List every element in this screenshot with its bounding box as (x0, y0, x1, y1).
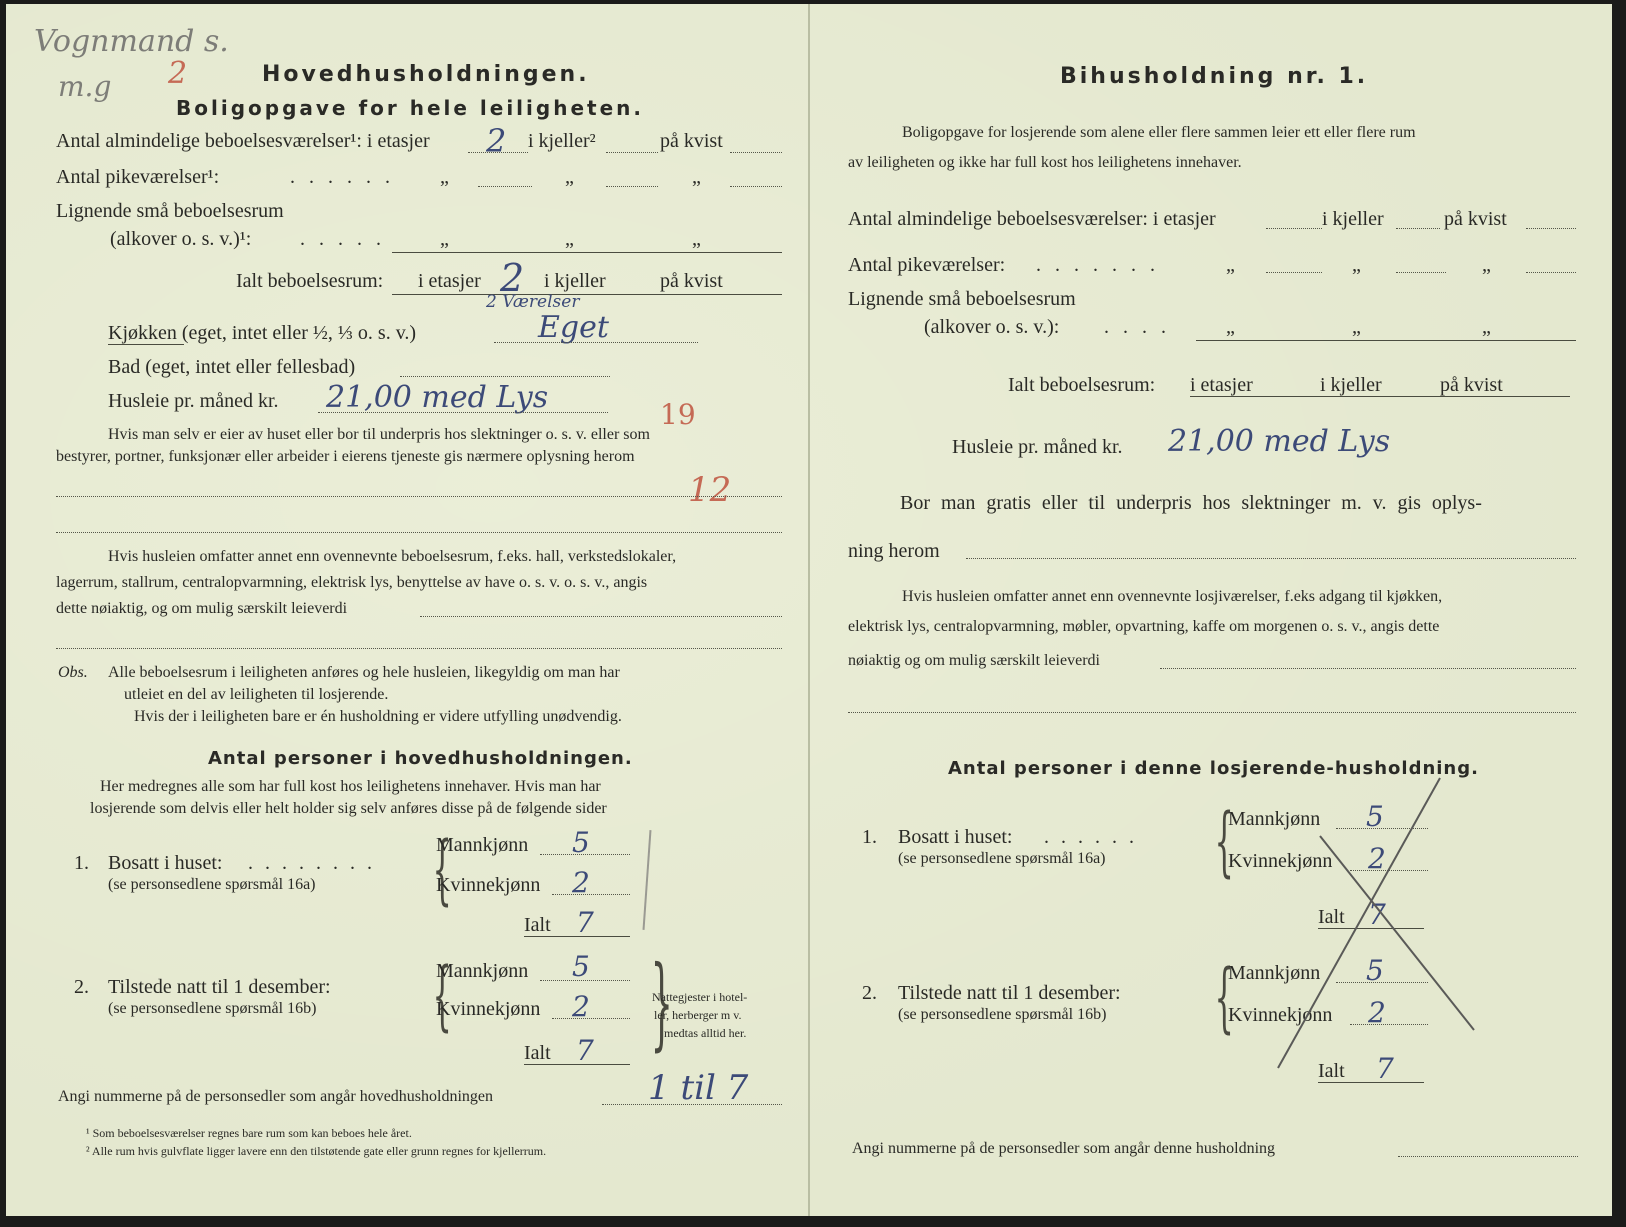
right-row3-label-b: (alkover o. s. v.): (924, 316, 1060, 338)
left-angi-value: 1 til 7 (648, 1068, 749, 1108)
left-row4-etasjer: i etasjer (418, 270, 481, 292)
margin-note-occupation: Vognmand s. (34, 24, 229, 59)
left-row4-value: 2 (500, 256, 525, 300)
left-q1-mann-value: 5 (572, 826, 590, 859)
left-persons-title: Antal personer i hovedhusholdningen. (208, 748, 633, 769)
left-obs-2: utleiet en del av leiligheten til losjerende. (124, 686, 389, 703)
left-omfatter-3: dette nøiaktig, og om mulig særskilt leieverdi (56, 600, 348, 617)
right-q2-sub: (se personsedlene spørsmål 16b) (898, 1006, 1107, 1023)
right-q1-kvinne-value: 2 (1368, 842, 1386, 875)
right-row3-leader: .... (1104, 316, 1180, 338)
left-nattegjester-3: medtas alltid her. (664, 1026, 747, 1040)
left-q1-kvinne-label: Kvinnekjønn (436, 874, 541, 896)
right-q2-mann-label: Mannkjønn (1228, 962, 1321, 984)
right-row1-kvist: på kvist (1444, 208, 1507, 230)
right-q2-num: 2. (862, 982, 877, 1004)
left-row2-ditto-3: „ (692, 166, 701, 188)
right-q2-kvinne-label: Kvinnekjønn (1228, 1004, 1333, 1026)
left-footnote-2: ² Alle rum hvis gulvflate ligger lavere enn den tilstøtende gate eller grunn regnes for kjellerrum. (86, 1144, 547, 1158)
left-q2-ialt-label: Ialt (524, 1042, 551, 1064)
right-row2-leader: ....... (1036, 254, 1169, 276)
right-row3-ditto-2: „ (1352, 316, 1361, 338)
right-omfatter-1: Hvis husleien omfatter annet enn ovennevnte losjiværelser, f.eks adgang til kjøkken, (902, 588, 1443, 605)
right-row4-kjeller: i kjeller (1320, 374, 1382, 396)
left-red-12: 12 (688, 470, 732, 510)
right-row4-label: Ialt beboelsesrum: (1008, 374, 1156, 396)
right-angi-label: Angi nummerne på de personsedler som angår denne husholdning (852, 1140, 1276, 1157)
left-bad-label: Bad (eget, intet eller fellesbad) (108, 356, 356, 378)
left-kjokken-value: Eget (538, 310, 609, 345)
left-row3-ditto-1: „ (440, 228, 449, 250)
left-row1-value: 2 (486, 122, 507, 160)
left-q2-kvinne-value: 2 (572, 990, 590, 1023)
right-q1-sub: (se personsedlene spørsmål 16a) (898, 850, 1106, 867)
right-q2-label: Tilstede natt til 1 desember: (898, 982, 1121, 1004)
left-row2-label: Antal pikeværelser¹: (56, 166, 220, 188)
right-title: Bihusholdning nr. 1. (1060, 64, 1369, 89)
right-q2-mann-value: 5 (1366, 954, 1384, 987)
left-row3-ditto-2: „ (565, 228, 574, 250)
left-row4-kjeller: i kjeller (544, 270, 606, 292)
right-q1-ialt-value: 7 (1368, 898, 1386, 931)
left-subtitle: Boligopgave for hele leiligheten. (176, 96, 644, 120)
left-q1-num: 1. (74, 852, 89, 874)
left-obs-3: Hvis der i leiligheten bare er én husholdning er videre utfylling unødvendig. (134, 708, 622, 725)
left-row3-leader: ..... (300, 228, 395, 250)
left-nattegjester-2: ler, herberger m v. (654, 1008, 742, 1022)
left-q1-kvinne-value: 2 (572, 866, 590, 899)
left-row4-label: Ialt beboelsesrum: (236, 270, 384, 292)
left-kjokken-note: 2 Værelser (486, 292, 580, 312)
left-q1-leader: ........ (248, 852, 384, 874)
left-omfatter-1: Hvis husleien omfatter annet enn ovennevnte beboelsesrum, f.eks. hall, verkstedslokaler, (108, 548, 677, 565)
left-omfatter-2: lagerrum, stallrum, centralopvarmning, elektrisk lys, benyttelse av have o. s. v. o. s. v., angis (56, 574, 648, 591)
right-husleie-label: Husleie pr. måned kr. (952, 436, 1123, 458)
left-persons-desc-1: Her medregnes alle som har full kost hos leilighetens innehaver. Hvis man har (100, 778, 601, 795)
left-row3-ditto-3: „ (692, 228, 701, 250)
right-q2-ialt-label: Ialt (1318, 1060, 1345, 1082)
right-row2-label: Antal pikeværelser: (848, 254, 1006, 276)
left-q1-label: Bosatt i huset: (108, 852, 223, 874)
left-husleie-value: 21,00 med Lys (326, 380, 549, 415)
right-q1-ialt-label: Ialt (1318, 906, 1345, 928)
right-q1-mann-value: 5 (1366, 800, 1384, 833)
right-gratis-1: Bor man gratis eller til underpris hos slektninger m. v. gis oplys- (900, 492, 1482, 514)
right-row4-kvist: på kvist (1440, 374, 1503, 396)
left-row2-ditto-2: „ (565, 166, 574, 188)
right-q1-mann-label: Mannkjønn (1228, 808, 1321, 830)
right-husleie-value: 21,00 med Lys (1168, 424, 1391, 459)
right-crossout-mark (1260, 760, 1500, 1080)
left-nattegjester-1: Nattegjester i hotel- (652, 990, 748, 1004)
right-row2-ditto-3: „ (1482, 254, 1491, 276)
right-row3-label-a: Lignende små beboelsesrum (848, 288, 1076, 310)
left-persons-desc-2: losjerende som delvis eller helt holder sig selv anføres disse på de følgende sider (90, 800, 607, 817)
left-husleie-label: Husleie pr. måned kr. (108, 390, 279, 412)
right-row2-ditto-2: „ (1352, 254, 1361, 276)
left-q2-brace: { (432, 950, 452, 1039)
right-q2-brace: { (1214, 952, 1234, 1041)
left-q2-kvinne-label: Kvinnekjønn (436, 998, 541, 1020)
right-omfatter-3: nøiaktig og om mulig særskilt leieverdi (848, 652, 1100, 669)
left-q2-num: 2. (74, 976, 89, 998)
left-eier-text-1: Hvis man selv er eier av huset eller bor til underpris hos slektninger o. s. v. eller som (108, 426, 650, 443)
left-row2-ditto-1: „ (440, 166, 449, 188)
left-footnote-1: ¹ Som beboelsesværelser regnes bare rum som kan beboes hele året. (86, 1126, 412, 1140)
left-q2-sub: (se personsedlene spørsmål 16b) (108, 1000, 317, 1017)
left-row3-label-b: (alkover o. s. v.)¹: (110, 228, 252, 250)
left-row1-kvist: på kvist (660, 130, 723, 152)
right-row2-ditto-1: „ (1226, 254, 1235, 276)
left-q2-label: Tilstede natt til 1 desember: (108, 976, 331, 998)
right-intro-2: av leiligheten og ikke har full kost hos leilighetens innehaver. (848, 154, 1242, 171)
margin-note-number: 2 (168, 56, 188, 91)
right-q1-leader: ...... (1044, 826, 1146, 848)
left-row4-kvist: på kvist (660, 270, 723, 292)
left-title: Hovedhusholdningen. (262, 62, 590, 87)
right-q2-kvinne-value: 2 (1368, 996, 1386, 1029)
right-q2-ialt-value: 7 (1376, 1052, 1394, 1085)
right-q1-num: 1. (862, 826, 877, 848)
right-row1-label: Antal almindelige beboelsesværelser: i etasjer (848, 208, 1216, 230)
left-row3-label-a: Lignende små beboelsesrum (56, 200, 284, 222)
right-row1-kjeller: i kjeller (1322, 208, 1384, 230)
margin-note-mg: m.g (58, 70, 112, 103)
left-q2-ialt-value: 7 (576, 1034, 594, 1067)
left-obs-label: Obs. (58, 664, 88, 681)
left-red-19: 19 (660, 398, 696, 431)
left-eier-text-2: bestyrer, portner, funksjonær eller arbeider i eierens tjeneste gis nærmere oplysning herom (56, 448, 635, 465)
left-row1-label: Antal almindelige beboelsesværelser¹: i etasjer (56, 130, 430, 152)
right-persons-title: Antal personer i denne losjerende-husholdning. (948, 758, 1479, 779)
left-row2-leader: ...... (290, 166, 404, 188)
right-row4-etasjer: i etasjer (1190, 374, 1253, 396)
left-obs-1: Alle beboelsesrum i leiligheten anføres og hele husleien, likegyldig om man har (108, 664, 620, 681)
right-omfatter-2: elektrisk lys, centralopvarmning, møbler, opvartning, kaffe om morgenen o. s. v., angis dette (848, 618, 1440, 635)
left-q1-sub: (se personsedlene spørsmål 16a) (108, 876, 316, 893)
right-q1-kvinne-label: Kvinnekjønn (1228, 850, 1333, 872)
left-kjokken-label: Kjøkken (eget, intet eller ½, ⅓ o. s. v.) (108, 322, 417, 344)
right-q1-brace: { (1214, 796, 1234, 885)
page-fold (808, 4, 810, 1216)
right-intro-1: Boligopgave for losjerende som alene eller flere sammen leier ett eller flere rum (902, 124, 1416, 141)
right-gratis-2: ning herom (848, 540, 940, 562)
left-q2-mann-label: Mannkjønn (436, 960, 529, 982)
left-angi-label: Angi nummerne på de personsedler som angår hovedhusholdningen (58, 1088, 494, 1105)
right-row3-ditto-3: „ (1482, 316, 1491, 338)
right-row3-ditto-1: „ (1226, 316, 1235, 338)
left-q1-mann-label: Mannkjønn (436, 834, 529, 856)
left-q1-ialt-value: 7 (576, 906, 594, 939)
left-q2-mann-value: 5 (572, 950, 590, 983)
left-q1-ialt-label: Ialt (524, 914, 551, 936)
left-row1-kjeller: i kjeller² (528, 130, 596, 152)
right-q1-label: Bosatt i huset: (898, 826, 1013, 848)
left-q2-close-brace: } (650, 944, 673, 1061)
left-q1-brace: { (432, 824, 452, 913)
